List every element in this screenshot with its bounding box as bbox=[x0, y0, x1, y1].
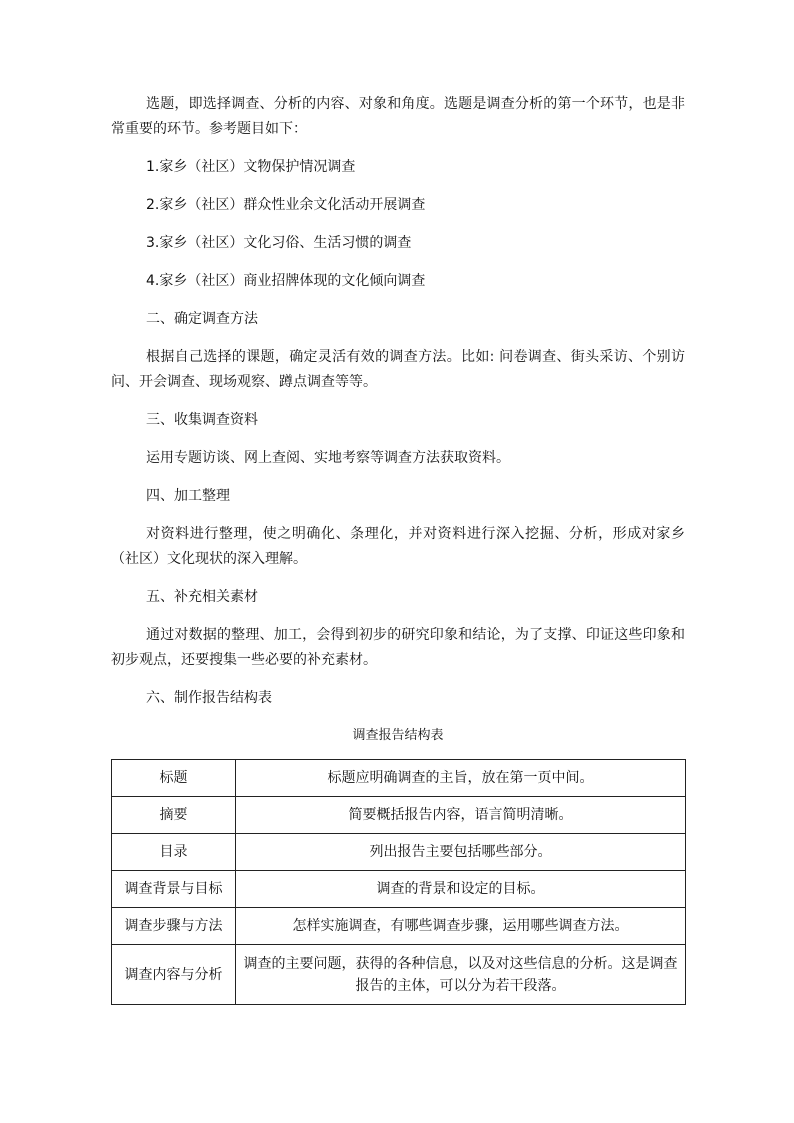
section-heading-3: 三、收集调查资料 bbox=[146, 412, 258, 428]
table-row bbox=[112, 834, 686, 871]
topic-item-2: 2.家乡（社区）群众性业余文化活动开展调查 bbox=[146, 197, 426, 213]
topic-item-1: 1.家乡（社区）文物保护情况调查 bbox=[146, 159, 356, 175]
section-heading-2: 二、确定调查方法 bbox=[146, 311, 258, 327]
section-5-paragraph: 通过对数据的整理、加工，会得到初步的研究印象和结论，为了支撑、印证这些印象和初步观点，还要搜集一些必要的补充素材。 bbox=[111, 627, 685, 668]
report-structure-table bbox=[111, 759, 686, 1005]
table-title: 调查报告结构表 bbox=[352, 728, 444, 743]
table-row bbox=[112, 908, 686, 945]
section-heading-4: 四、加工整理 bbox=[146, 488, 230, 504]
section-2-paragraph: 根据自己选择的课题，确定灵活有效的调查方法。比如: 问卷调查、街头采访、个别访问、开会调查、现场观察、蹲点调查等等。 bbox=[111, 349, 685, 390]
intro-paragraph: 选题，即选择调查、分析的内容、对象和角度。选题是调查分析的第一个环节，也是非常重要的环节。参考题目如下： bbox=[111, 96, 685, 137]
table-cell-label: 标题 bbox=[112, 760, 236, 797]
table-cell-label: 摘要 bbox=[112, 797, 236, 834]
table-cell-description: 调查的主要问题，获得的各种信息，以及对这些信息的分析。这是调查报告的主体，可以分为若干段落。 bbox=[236, 945, 686, 1005]
table-row bbox=[112, 760, 686, 797]
table-cell-description: 简要概括报告内容，语言简明清晰。 bbox=[236, 797, 686, 834]
table-row bbox=[112, 945, 686, 1005]
table-cell-label: 调查背景与目标 bbox=[112, 871, 236, 908]
table-cell-description: 调查的背景和设定的目标。 bbox=[236, 871, 686, 908]
document-body bbox=[111, 92, 685, 1005]
section-heading-6: 六、制作报告结构表 bbox=[146, 690, 272, 706]
table-cell-label: 调查步骤与方法 bbox=[112, 908, 236, 945]
table-row bbox=[112, 871, 686, 908]
section-4-paragraph: 对资料进行整理，使之明确化、条理化，并对资料进行深入挖掘、分析，形成对家乡（社区）文化现状的深入理解。 bbox=[111, 526, 685, 567]
table-cell-description: 列出报告主要包括哪些部分。 bbox=[236, 834, 686, 871]
table-row bbox=[112, 797, 686, 834]
topic-item-3: 3.家乡（社区）文化习俗、生活习惯的调查 bbox=[146, 235, 412, 251]
section-heading-5: 五、补充相关素材 bbox=[146, 589, 258, 605]
topic-item-4: 4.家乡（社区）商业招牌体现的文化倾向调查 bbox=[146, 273, 426, 289]
table-cell-description: 标题应明确调查的主旨，放在第一页中间。 bbox=[236, 760, 686, 797]
table-cell-label: 调查内容与分析 bbox=[112, 945, 236, 1005]
section-3-paragraph: 运用专题访谈、网上查阅、实地考察等调查方法获取资料。 bbox=[146, 450, 510, 466]
table-cell-description: 怎样实施调查，有哪些调查步骤，运用哪些调查方法。 bbox=[236, 908, 686, 945]
table-cell-label: 目录 bbox=[112, 834, 236, 871]
